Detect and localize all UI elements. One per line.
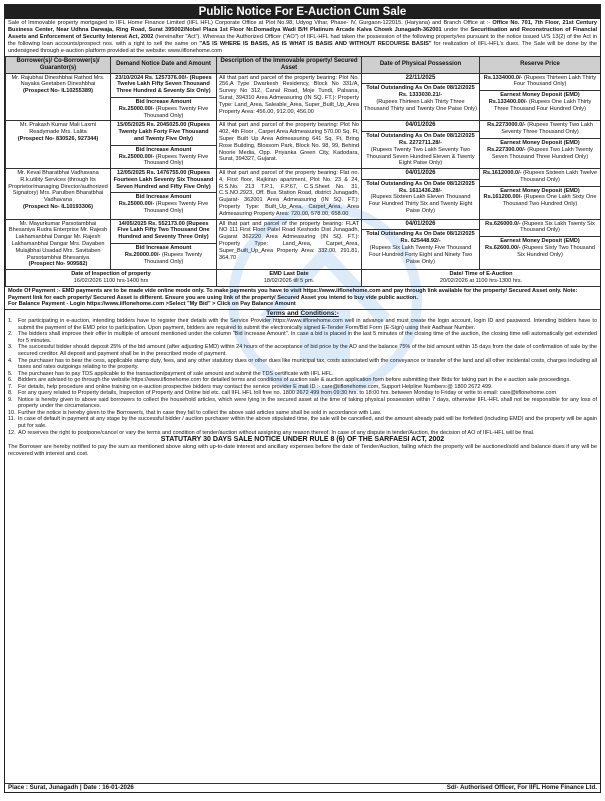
notice-footer: [5, 783, 600, 792]
term-item: [8, 331, 597, 344]
auction-table: [5, 56, 601, 287]
term-text: The purchaser has to pay TDS applicable to the transaction/payment of sale amount and submit the TDS certificate with IIFL HFL.: [18, 370, 334, 377]
inspection-row: [6, 270, 601, 287]
term-number: 10.: [8, 409, 16, 416]
term-item: [8, 358, 597, 371]
intro-paragraph: [5, 19, 600, 56]
emd-last-label: EMD Last Date: [269, 271, 309, 278]
notice-page: [4, 4, 601, 793]
terms-title: Terms and Conditions:-: [266, 310, 339, 318]
header-description: Description of the Immovable property/ Secured Asset: [217, 56, 362, 73]
outstanding-value: Rs. 1611436.28/-: [399, 187, 442, 194]
demand-cell: [111, 219, 217, 270]
possession-cell: [362, 219, 480, 270]
inspection-value: 16/02/2026 1100 hrs-1400 hrs: [73, 278, 149, 285]
cell-divider: [111, 192, 216, 193]
emd-last-value: 18/02/2026 till 5 pm.: [263, 278, 315, 285]
inspection-label: Date of Inspection of property: [71, 271, 151, 278]
borrower-names: Mr. Prakash Kumar Mali Laxmi Readymade Mrs. Lalita: [19, 122, 97, 136]
notice-title: Public Notice For E-Auction Cum Sale: [5, 5, 600, 19]
borrower-names: Mr. Keval Bharatbhai Vadhavana R.k.utility Services (through Its Proprietor/managing Director/authorized Signatory) Mrs. Parulben Bharatbhai Vadhavana: [8, 170, 108, 204]
term-number: 6.: [8, 377, 13, 384]
reserve-cell: [480, 73, 601, 121]
term-number: 4.: [8, 357, 13, 364]
reserve-cell: [480, 121, 601, 169]
table-row: [6, 121, 601, 169]
terms-list: [5, 318, 600, 436]
header-possession: Date of Physical Possession: [362, 56, 480, 73]
cell-divider: [362, 179, 479, 180]
intro-text-4: for realization of IIFL-HFL's dues. The Sale will be done by the undersigned through e-auction platform provided at the website: www.iiflonehome.com: [8, 40, 597, 54]
cell-divider: [111, 145, 216, 146]
header-borrower: Borrower(s)/ Co-Borrower(s)/ Guarantor(s): [6, 56, 111, 73]
reserve-value: Rs.2273000.0/-: [487, 122, 526, 129]
prospect-number: (Prospect No- IL10193306): [23, 204, 93, 211]
prospect-number: (Prospect No- 909582): [28, 261, 88, 268]
emd-value: Rs.227300.00/-: [487, 146, 526, 153]
outstanding-label: Total Outstanding As On Date 08/12/2025: [366, 180, 475, 187]
term-text: For details, help procedure and online training on e-auction prospective bidders may contact the service provider E mail ID :- care@iiflonehome.com, Support Helpline Numbers:@ 1800 2672 499.: [18, 383, 493, 390]
outstanding-label: Total Outstanding As On Date 08/12/2025: [366, 133, 475, 140]
outstanding-words: (Rupees Six Lakh Twenty Five Thousand Four Hundred Forty Eight and Ninety Two Paise Only): [368, 245, 473, 265]
outstanding-value: Rs. 1333030.21/-: [398, 92, 443, 99]
inspection-cell: [6, 270, 217, 287]
term-number: 11.: [8, 416, 16, 423]
emd-label: Earnest Money Deposit (EMD): [500, 238, 580, 245]
term-number: 1.: [8, 318, 13, 325]
possession-date: 22/11/2025: [405, 74, 436, 81]
cell-divider: [480, 138, 600, 139]
emd-words: (Rupees One Lakh Sixty One Thousand Two Hundred Only): [502, 194, 597, 208]
table-row: [6, 169, 601, 220]
possession-cell: [362, 169, 480, 220]
emd-label: Earnest Money Deposit (EMD): [500, 92, 580, 99]
possession-date: 04/01/2026: [405, 170, 436, 177]
emd-words: (Rupees One Lakh Thirty Three Thousand Four Hundred Only): [494, 98, 592, 112]
term-number: 5.: [8, 370, 13, 377]
reserve-cell: [480, 169, 601, 220]
cell-divider: [111, 97, 216, 98]
mode-of-payment: [5, 287, 600, 310]
emd-value: Rs.62600.00/-: [485, 245, 521, 252]
cell-divider: [480, 186, 600, 187]
demand-cell: [111, 73, 217, 121]
auction-rows: [6, 73, 601, 270]
bid-increase-words: (Rupees Twenty Five Thousand Only): [143, 105, 209, 119]
statutory-text: The Borrower are hereby notified to pay the sum as mentioned above along with up-to-date interest and ancillary expenses before the date of Tender/Auction, failing which the property will be auctioned/sold and balance dues if any will be recovered with interest and cost.: [8, 444, 597, 457]
term-item: [8, 344, 597, 357]
cell-divider: [480, 90, 600, 91]
outstanding-words: (Rupees Thirteen Lakh Thirty Three Thousand Thirty and Twenty One Paise Only): [364, 98, 477, 112]
term-text: In case of default in payment at any stage by the successful bidder / auction purchaser within the above stipulated time, the sale will be cancelled, and the amount already paid will be forfeited (including EMD) and the property will be again put for sale.: [18, 416, 597, 429]
table-row: [6, 219, 601, 270]
emd-words: (Rupees Sixty Two Thousand Six Hundred Only): [517, 245, 595, 258]
prospect-number: (Prospect No- IL10255389): [23, 88, 93, 95]
reserve-words: (Rupees Six Lakh Twenty Six Thousand Only): [520, 220, 595, 234]
statutory-title: STATUTARY 30 DAYS SALE NOTICE UNDER RULE 8 (6) OF THE SARFAESI ACT, 2002: [160, 436, 445, 444]
term-number: 9.: [8, 396, 13, 403]
emd-label: Earnest Money Deposit (EMD): [500, 187, 580, 194]
cell-divider: [362, 131, 479, 132]
term-item: [8, 318, 597, 331]
bid-increase-words: (Rupees Twenty Five Thousand Only): [143, 201, 209, 215]
outstanding-value: Rs. 625448.92/-: [400, 238, 441, 245]
property-description: All that part and parcel of the property bearing: Plot No. 256,A Type Dwarkesh Residency, Block No 331/A, Survey No 312, Canal Road, Moje Tundi, Palsana, Surat, 394310 Area Admeasuring (IN SQ. FT.): Property Type: Land_Area, Saleable_Area, Super_Built_Up_Area Property Area: 456.00, 912.00, 456.00: [217, 73, 362, 121]
term-text: Notice is hereby given to above said borrowers to collect the household articles, which were lying in the secured asset at the time of taking physical possession within 7 days, otherwise IIFL-HFL shall not be responsible for any loss of property under the circumstances.: [18, 396, 597, 410]
bid-increase-label: Bid Increase Amount: [135, 146, 192, 153]
sale-basis: "AS IS WHERE IS BASIS, AS IS WHAT IS BASIS AND WITHOUT RECOURSE BASIS": [199, 40, 432, 47]
emd-last-cell: [217, 270, 362, 287]
term-number: 12.: [8, 429, 16, 436]
term-number: 8.: [8, 390, 13, 397]
reserve-value: Rs.626000.0/-: [485, 220, 521, 227]
term-text: The purchaser has to bear the cess, applicable stamp duty, fees, and any other statutory dues or other dues like municipal tax, costs associated with the conveyance or transfer of the land and all other incidental costs, charges including all taxes and rates outgoings relating to the property.: [18, 357, 597, 371]
outstanding-label: Total Outstanding As On Date 08/12/2025: [366, 85, 475, 92]
emd-value: Rs.133400.00/-: [488, 98, 528, 105]
term-text: Bidders are advised to go through the website https://www.iiflonehome.com for detailed terms and conditions of auction sale & auction application form before submitting their Bids for taking part in the e auction sale proceedings.: [18, 377, 571, 384]
auction-time-label: Date/ Time of E-Auction: [449, 271, 513, 278]
property-description: All that part and parcel of the property bearing: Flat no. 4, First floor, Rajkiran apartment, Plot No. 23 & 24, R.S.No. 213 T.P.1, F.P.67, C.S.Sheet No. 31, C.S.NO.2923, Off. Bus Station Road, district Junagadh, Gujarat- 362001 Area Admeasuring (IN SQ. FT.): Property Type: Built_Up_Area, Carpet_Area, Area Admeasuring Property Area: 720.00, 578.00, 658.00: [217, 169, 362, 220]
demand-notice: 15/05/2025 Rs. 2045025.00 (Rupees Twenty Lakh Forty Five Thousand and Twenty Five Only): [117, 122, 210, 142]
demand-cell: [111, 169, 217, 220]
cell-divider: [111, 243, 216, 244]
intro-text-1: Sale of Immovable property mortgaged to IIFL Home Finance Limited (IIFL HFL) Corporate Office at Plot No.98, Udyog Vihar, Phase- IV, Gurgaon-122015. (Haryana) and Branch Office at :-: [8, 20, 491, 26]
demand-notice: 23/10/2024 Rs. 1257376.00/- (Rupees Twelve Lakh Fifty Seven Thousand Three Hundred & Seventy Six Only): [115, 74, 212, 95]
act-name: Securitisation and Reconstruction of Financial Assets and Enforcement of Security Interest Act, 2002: [8, 26, 597, 40]
borrower-names: Mr. Mayurkumar Parsotambhai Bhesaniya Rudra Enterprise Mr. Rajesh Lakhamanbhai Dangar Mr. Rajesh Lakhamanbhai Dangar Mrs. Dayaben Mulajibhai Usadad Mrs. Savitaben Parsotambhai Bhesaniya: [8, 220, 108, 261]
branch-office: Office No. 701, 7th Floor, 21st Century Business Center, Near Udhna Darwaja, Ring Road, Surat 395002/Nobel Plaza 1st Floor Nr.Domadiya Wadi B/H Platinum Arcade Kalva Chowk Junagadh-362001: [8, 20, 597, 33]
intro-text-2: under the: [443, 26, 469, 33]
reserve-words: (Rupees Thirteen Lakh Thirty Four Thousand Only): [513, 74, 597, 88]
term-text: The successful bidder should deposit 25% of the bid amount (after adjusting EMD) within 24 hours of the acceptance of bid price by the AO and the balance 75% of the bid amount within 15 days from the date of confirmation of sale by the secured creditor. All deposit and payment shall be in the prescribed mode of payment.: [18, 344, 597, 357]
outstanding-words: (Rupees Sixteen Lakh Eleven Thousand Four Hundred Thirty Six and Twenty Eight Paise Only): [368, 194, 473, 215]
demand-notice: 14/05/2025 Rs. 552173.00 (Rupees Five Lakh Fifty Two Thousand One Hundred and Seventy Three Only): [117, 220, 210, 241]
auction-time-value: 20/02/2026 at 1100 hrs-1300 hrs.: [439, 278, 523, 285]
cell-divider: [480, 236, 600, 237]
footer-signature: Sd/- Authorised Officer, For IIFL Home Finance Ltd.: [446, 784, 597, 791]
outstanding-label: Total Outstanding As On Date 08/12/2025: [366, 231, 475, 238]
auction-time-cell: [362, 270, 601, 287]
property-description: All that part and parcel of the property bearing: FLAT NO 111 First Floor Patel Road Keshodo Dist Junagadh, Gujarat 362220 Area Admeasuring (IN SQ. FT.): Property Type: Land_Area, Carpet_Area, Super_Built_Up_Area Property Area: 332.00, 291.81, 364.70: [217, 219, 362, 270]
reserve-words: (Rupees Sixteen Lakh Twelve Thousand Only): [520, 170, 598, 183]
reserve-value: Rs.1612000.0/-: [482, 170, 522, 177]
emd-words: (Rupees Two Lakh Twenty Seven Thousand Three Hundred Only): [491, 146, 593, 160]
property-description: All that part and parcel of the property bearing: Plot No 402, 4th Floor , Carpet Area Admeasuring 570.00 Sq. Ft, Super Built Up Area Admeasuring 641 Sq. Ft, Bring Rose Building, Blossom Park, Block No. 98, 99, Behind Noorie Media, Opp. Priyanka Green City, Kadodara, Surat, 394327, Gujarat.: [217, 121, 362, 169]
borrower-cell: [6, 219, 111, 270]
cell-divider: [362, 229, 479, 230]
header-reserve: Reserve Price: [480, 56, 601, 73]
header-demand: Demand Notice Date and Amount: [111, 56, 217, 73]
possession-date: 04/01/2026: [405, 220, 436, 227]
bid-increase-value: Rs.20000.00/-: [124, 251, 161, 258]
reserve-value: Rs.1334000.0/-: [483, 74, 523, 81]
borrower-cell: [6, 121, 111, 169]
bid-increase-words: (Rupees Twenty Five Thousand Only): [143, 153, 209, 167]
outstanding-words: (Rupees Twenty Two Lakh Seventy Two Thousand Seven Hundred Eleven & Twenty Eight Paise Only): [366, 146, 475, 167]
mode-of-payment-text: Mode Of Payment :- EMD payments are to be made vide online mode only. To make payments you have to visit https://www.iiflonehome.com and pay through link available for the property/ Secured Asset only. Note: Payment link for each property/ Secured Asset is different. Ensure you are using link of the property/ Secured Asset you intend to buy vide public auction.: [8, 287, 578, 301]
borrower-cell: [6, 169, 111, 220]
demand-notice: 12/05/2025 Rs. 1476755.00 (Rupees Fourteen Lakh Seventy Six Thousand Seven Hundred and Fifty Five Only): [113, 170, 214, 190]
possession-cell: [362, 73, 480, 121]
term-item: [8, 397, 597, 410]
table-row: [6, 73, 601, 121]
bid-increase-value: Rs.25000.00/-: [118, 153, 155, 160]
term-text: For participating in e-auction, intending bidders have to register their details with the Service Provider https://www.iiflonehome.com well in advance and must create the login account, login ID and password. Intending bidders have to submit the payment of the EMD prior to participation. Upon payment, bidders are required to submit the electronically signed E-Tender Form/Bid Form (E-Sign) using their Aadhaar Number.: [18, 318, 597, 331]
balance-payment-text: For Balance Payment - Login https://www.iiflonehome.com >Select "My Bid" > Click on Pay Balance Amount: [8, 301, 296, 308]
intro-text-3: (hereinafter "Act"). Whereas the Authorized Officer ("AO") of IIFL-HFL had taken the possession of the following property/ies pursuant to the notice issued U/S 13(2) of the Act in the following loan accounts/prospect nos. with a right to sell the same on: [8, 33, 597, 47]
bid-increase-value: Rs.25000.00/-: [118, 105, 155, 112]
bid-increase-label: Bid Increase Amount: [135, 98, 192, 105]
possession-date: 04/01/2026: [405, 122, 436, 129]
term-item: [8, 416, 597, 429]
borrower-cell: [6, 73, 111, 121]
demand-cell: [111, 121, 217, 169]
term-text: The bidders shall improve their offer in multiple of amount mentioned under the column "Bid Increase Amount". In case a bid is placed in the last 5 minutes of the closing time of the auction, the closing time will automatically get extended for 5 minutes.: [18, 331, 597, 344]
reserve-cell: [480, 219, 601, 270]
bid-increase-label: Bid Increase Amount: [135, 194, 192, 201]
bid-increase-label: Bid Increase Amount: [135, 245, 192, 252]
term-text: AO reserves the right to postpone/cancel or vary the terms and condition of tender/auction without assigning any reason thereof. In case of any dispute in tender/Auction, the decision of AO of IIFL-HFL will be final.: [18, 429, 535, 436]
term-number: 2.: [8, 331, 13, 338]
cell-divider: [362, 83, 479, 84]
borrower-names: Mr. Rajubhai Dineshbhai Rathod Mrs. Nayaka Geetaben Dineshbhai: [11, 74, 105, 88]
term-number: 7.: [8, 383, 13, 390]
prospect-number: (Prospect No- 830526, 927344): [17, 135, 99, 142]
emd-value: Rs.161200.00/-: [483, 194, 523, 201]
bid-increase-value: Rs.25000.00/-: [118, 201, 155, 208]
term-text: For any query related to Property details, Inspection of Property and Online bid etc. call IIFL HFL toll free no. 1800 2672 499 from 09:30 hrs. to 18:00 hrs. between Monday to Friday or write to email: care@iiflonehome.com: [18, 390, 557, 397]
footer-place-date: Place : Surat, Junagadh | Date : 16-01-2026: [8, 784, 134, 791]
emd-label: Earnest Money Deposit (EMD): [500, 139, 580, 146]
bid-increase-words: (Rupees Twenty Thousand Only): [143, 251, 203, 265]
term-text: Further the notice is hereby given to the Borrower/s, that in case they fail to collect the above said articles same shall be sold in accordance with Law.: [18, 409, 382, 416]
reserve-words: (Rupees Twenty Two Lakh Seventy Three Thousand Only): [501, 122, 593, 136]
outstanding-value: Rs. 2272711.28/-: [399, 139, 442, 146]
possession-cell: [362, 121, 480, 169]
term-number: 3.: [8, 344, 13, 351]
